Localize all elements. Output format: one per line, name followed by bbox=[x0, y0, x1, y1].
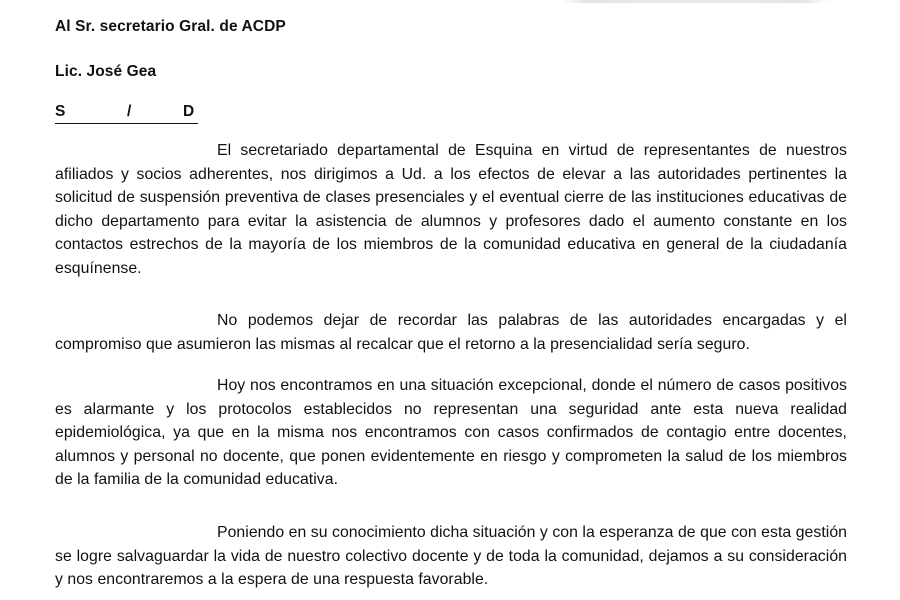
paragraph-situation: Hoy nos encontramos en una situación excepcional, donde el número de casos positivos es alarmante y los protocolos establecidos no representan una seguridad ante esta nueva realidad epidemiológica, ya que en la misma nos encontramos con casos confirmados de contagio entre docentes, alumnos y personal no docente, que ponen evidentemente en riesgo y comprometen la salud de los miembros de la familia de la comunidad educativa. bbox=[55, 377, 847, 489]
salutation-sd bbox=[55, 103, 198, 124]
paragraph-closing: Poniendo en su conocimiento dicha situación y con la esperanza de que con esta gestión se logre salvaguardar la vida de nuestro colectivo docente y de toda la comunidad, dejamos a su consideración y nos encontraremos a la espera de una respuesta favorable. bbox=[55, 524, 847, 589]
salutation-d: D bbox=[183, 103, 195, 120]
salutation-s: S bbox=[55, 103, 66, 120]
paragraph-request: El secretariado departamental de Esquina en virtud de representantes de nuestros afiliados y socios adherentes, nos dirigimos a Ud. a los efectos de elevar a las autoridades pertinentes la solicitud de suspensión preventiva de clases presenciales y el eventual cierre de las instituciones educativas de dicho departamento para evitar la asistencia de alumnos y profesores dado el aumento constante en los contactos estrechos de la mayoría de los miembros de la comunidad educativa en general de la ciudadanía esquínense. bbox=[55, 142, 847, 277]
scan-edge-mark bbox=[560, 0, 830, 3]
addressee-name: Lic. José Gea bbox=[55, 63, 157, 80]
addressee-title: Al Sr. secretario Gral. de ACDP bbox=[55, 18, 286, 35]
salutation-slash: / bbox=[127, 103, 132, 120]
paragraph-recall-authorities: No podemos dejar de recordar las palabras de las autoridades encargadas y el compromiso que asumieron las mismas al recalcar que el retorno a la presencialidad sería seguro. bbox=[55, 312, 847, 353]
